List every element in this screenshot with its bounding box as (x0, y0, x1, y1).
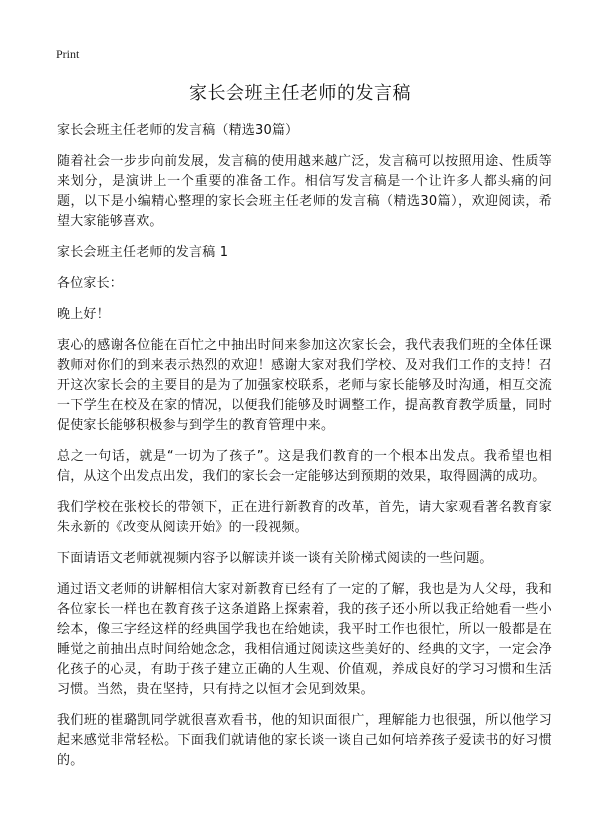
paragraph-body: 总之一句话，就是“一切为了孩子”。这是我们教育的一个根本出发点。我希望也相信，从这个出发点出发，我们的家长会一定能够达到预期的效果，取得圆满的成功。 (57, 449, 552, 484)
paragraph-intro: 随着社会一步步向前发展，发言稿的使用越来越广泛，发言稿可以按照用途、性质等来划分，是演讲上一个重要的准备工作。相信写发言稿是一个让许多人都头痛的问题，以下是小编精心整理的家长会班主任老师的发言稿（精选30篇），欢迎阅读，希望大家能够喜欢。 (57, 154, 552, 229)
paragraph-body: 我们班的崔璐凯同学就很喜欢看书，他的知识面很广，理解能力也很强，所以他学习起来感觉非常轻松。下面我们就请他的家长谈一谈自己如何培养孩子爱读书的好习惯的。 (57, 713, 552, 768)
document-title: 家长会班主任老师的发言稿 (189, 83, 411, 104)
paragraph-body: 下面请语文老师就视频内容予以解读并谈一谈有关阶梯式阅读的一些问题。 (57, 551, 493, 566)
print-label: Print (56, 47, 80, 61)
paragraph-body: 通过语文老师的讲解相信大家对新教育已经有了一定的了解，我也是为人父母，我和各位家长一样也在教育孩子这条道路上探索着，我的孩子还小所以我正给她看一些小绘本，像三字经这样的经典国学我也在给她读，我平时工作也很忙，所以一般都是在睡觉之前抽出点时间给她念念，我相信通过阅读这些美好的、经典的文字，一定会净化孩子的心灵，有助于孩子建立正确的人生观、价值观，养成良好的学习习惯和生活习惯。当然，贵在坚持，只有持之以恒才会见到效果。 (57, 582, 552, 697)
paragraph-subtitle: 家长会班主任老师的发言稿（精选30篇） (57, 123, 299, 138)
paragraph-body: 衷心的感谢各位能在百忙之中抽出时间来参加这次家长会，我代表我们班的全体任课教师对你们的到来表示热烈的欢迎！感谢大家对我们学校、及对我们工作的支持！召开这次家长会的主要目的是为了加强家校联系，老师与家长能够及时沟通，相互交流一下学生在校及在家的情况，以便我们能够及时调整工作，提高教育教学质量，同时促使家长能够积极参与到学生的教育管理中来。 (57, 338, 552, 433)
paragraph-salutation: 各位家长： (57, 276, 124, 291)
paragraph-greeting: 晚上好！ (57, 307, 110, 322)
document-body (57, 121, 552, 782)
paragraph-body: 我们学校在张校长的带领下，正在进行新教育的改革，首先，请大家观看著名教育家朱永新的《改变从阅读开始》的一段视频。 (57, 500, 552, 535)
paragraph-section-heading: 家长会班主任老师的发言稿 1 (57, 245, 229, 260)
